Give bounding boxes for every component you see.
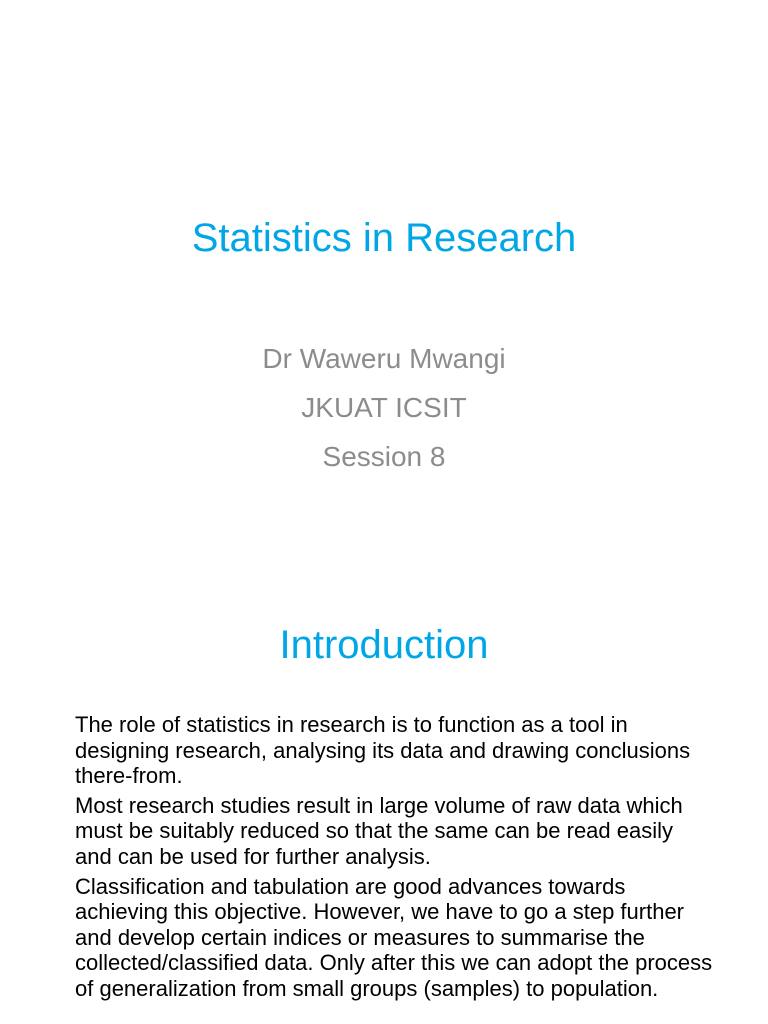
introduction-slide	[0, 576, 768, 1024]
introduction-title: Introduction	[279, 623, 489, 667]
slide-title: Statistics in Research	[191, 216, 577, 260]
session-label: Session 8	[322, 441, 446, 472]
paragraph-role-of-statistics: The role of statistics in research is to function as a tool in designing research, analysing its data and drawing conclusions there-from.	[75, 712, 691, 789]
paragraph-classification: Classification and tabulation are good advances towards achieving this objective. However, we have to go a step further and develop certain indices or measures to summarise the collected/classified data. Only after this we can adopt the process of generalization from small groups (samples) to population.	[75, 873, 713, 1001]
paragraph-raw-data: Most research studies result in large volume of raw data which must be suitably reduced so that the same can be read easily and can be used for further analysis.	[75, 792, 683, 869]
introduction-body	[75, 712, 715, 1006]
institution: JKUAT ICSIT	[301, 392, 467, 423]
slide-subtitle	[0, 334, 768, 481]
author-name: Dr Waweru Mwangi	[262, 343, 506, 374]
